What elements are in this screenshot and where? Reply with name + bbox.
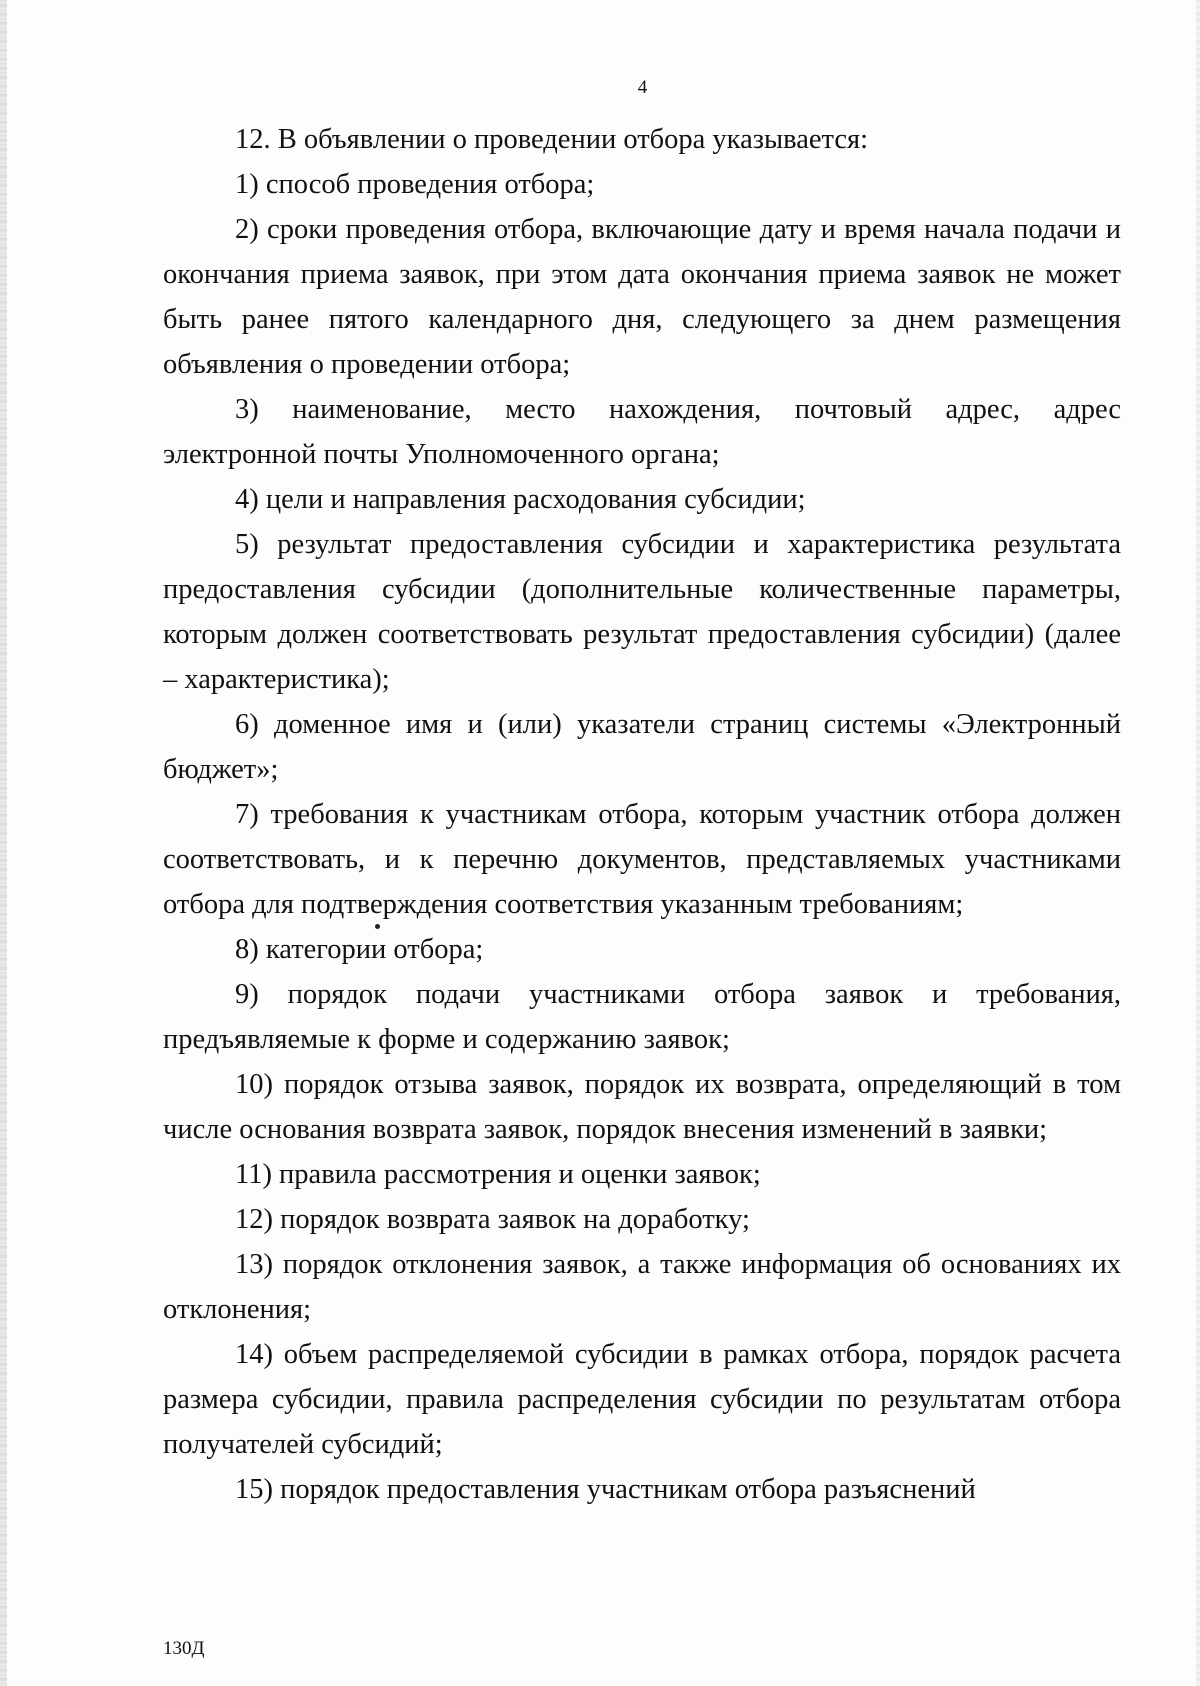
list-item-5: 5) результат предоставления субсидии и характеристика результата предоставления субсидии (дополнительные количественные параметры, которым должен соответствовать результат предоставления субсидии) (далее – характеристика); xyxy=(163,529,1121,695)
paragraph-heading-12: 12. В объявлении о проведении отбора указывается: xyxy=(235,124,869,155)
list-item-6: 6) доменное имя и (или) указатели страниц системы «Электронный бюджет»; xyxy=(163,709,1121,785)
list-item-8: 8) категории отбора; xyxy=(235,934,484,965)
list-item-1: 1) способ проведения отбора; xyxy=(235,169,595,200)
list-item-12: 12) порядок возврата заявок на доработку; xyxy=(235,1204,750,1235)
list-item-11: 11) правила рассмотрения и оценки заявок; xyxy=(235,1159,761,1190)
scan-edge-right xyxy=(1196,0,1200,1686)
list-item-10: 10) порядок отзыва заявок, порядок их возврата, определяющий в том числе основания возврата заявок, порядок внесения изменений в заявки; xyxy=(163,1069,1121,1145)
footer-document-code: 130Д xyxy=(163,1638,205,1659)
list-item-2: 2) сроки проведения отбора, включающие дату и время начала подачи и окончания приема заявок, при этом дата окончания приема заявок не может быть ранее пятого календарного дня, следующего за днем размещения объявления о проведении отбора; xyxy=(163,214,1121,380)
list-item-13: 13) порядок отклонения заявок, а также информация об основаниях их отклонения; xyxy=(163,1249,1121,1325)
list-item-7: 7) требования к участникам отбора, которым участник отбора должен соответствовать, и к перечню документов, представляемых участниками отбора для подтверждения соответствия указанным требованиям; xyxy=(163,799,1121,920)
page-number: 4 xyxy=(637,77,648,98)
scan-edge-left xyxy=(0,0,7,1686)
list-item-4: 4) цели и направления расходования субсидии; xyxy=(235,484,806,515)
document-body xyxy=(163,117,1121,1512)
list-item-14: 14) объем распределяемой субсидии в рамках отбора, порядок расчета размера субсидии, правила распределения субсидии по результатам отбора получателей субсидий; xyxy=(163,1339,1121,1460)
scan-dot-mark xyxy=(375,924,380,929)
list-item-9: 9) порядок подачи участниками отбора заявок и требования, предъявляемые к форме и содержанию заявок; xyxy=(163,979,1121,1055)
list-item-3: 3) наименование, место нахождения, почтовый адрес, адрес электронной почты Уполномоченного органа; xyxy=(163,394,1121,470)
list-item-15: 15) порядок предоставления участникам отбора разъяснений xyxy=(235,1474,976,1505)
